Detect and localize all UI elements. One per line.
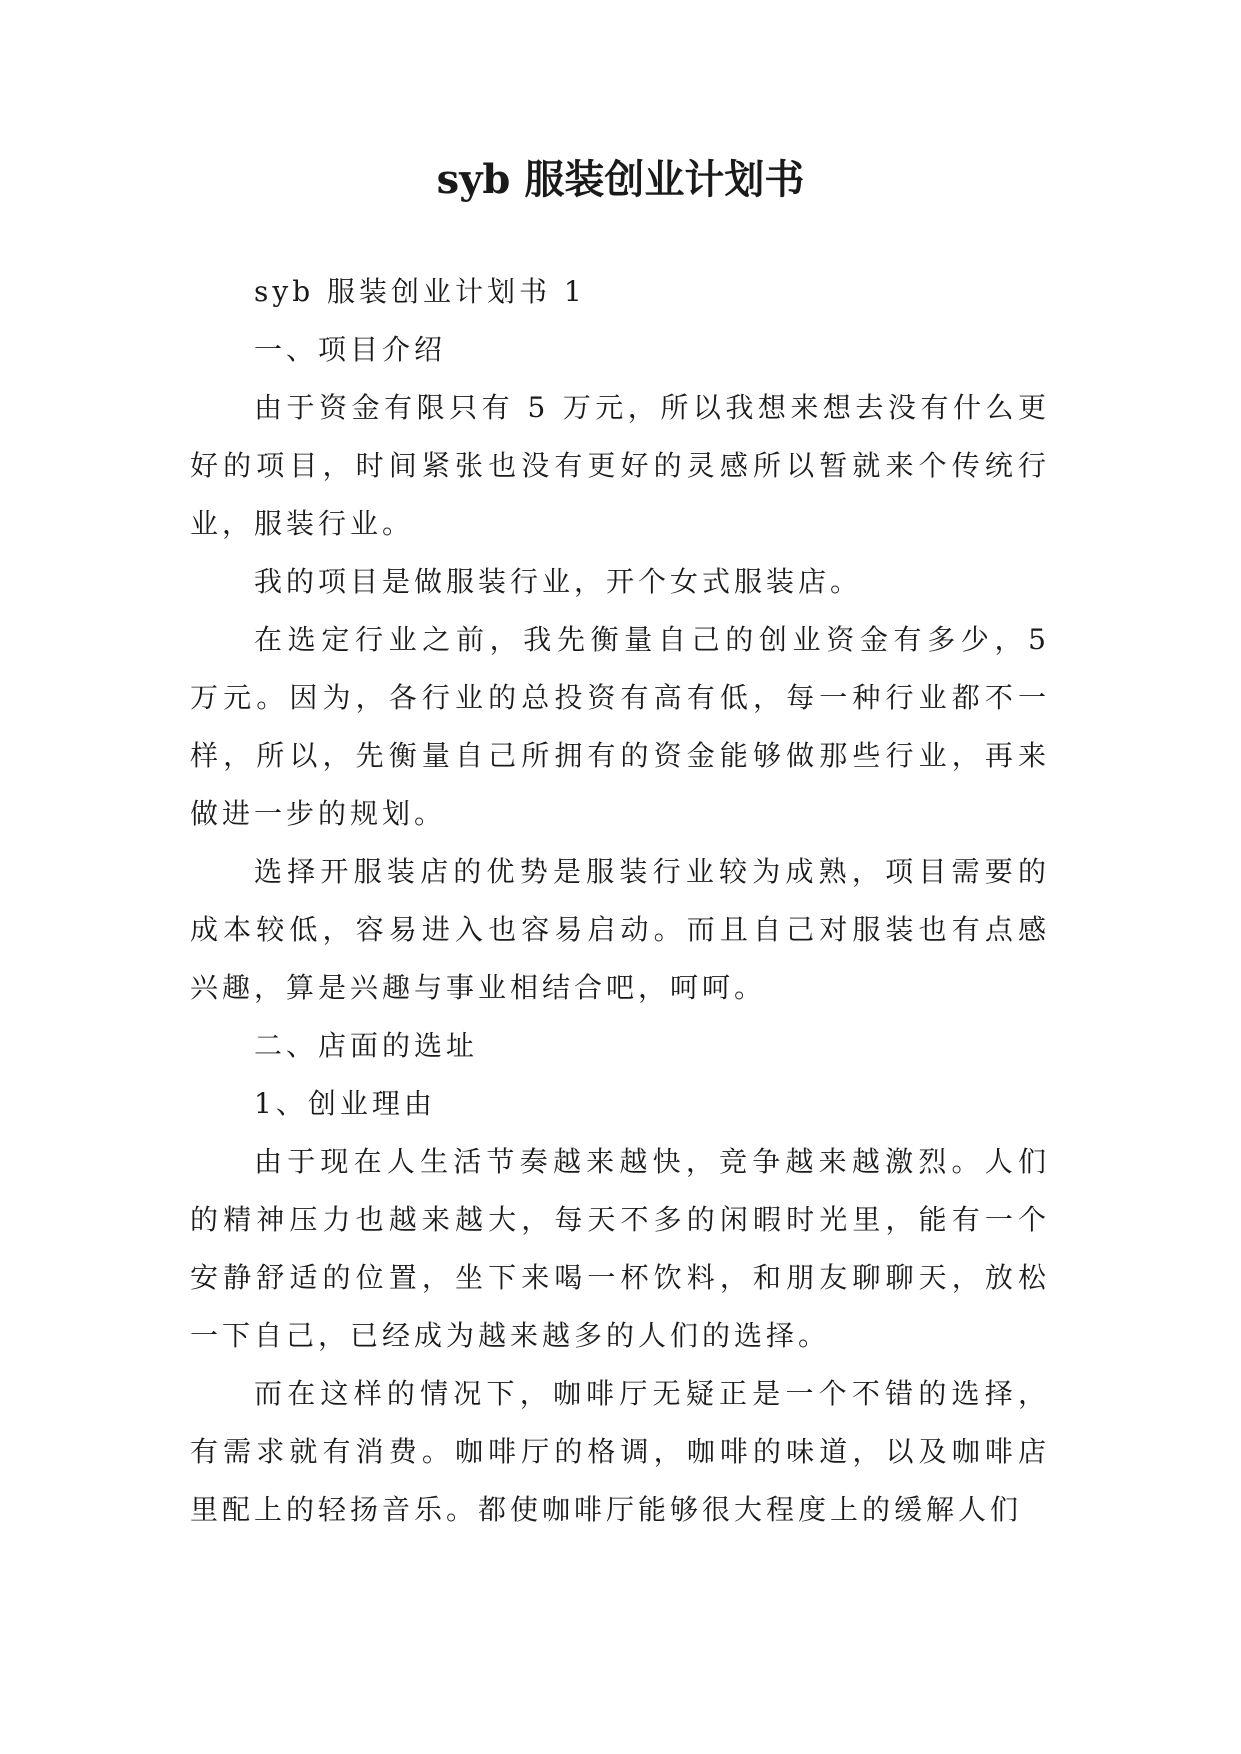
section-heading: syb 服装创业计划书 1 [254, 275, 586, 308]
document-body [190, 263, 1050, 1539]
paragraph: 我的项目是做服装行业，开个女式服装店。 [254, 565, 863, 598]
section-heading: 一、项目介绍 [254, 333, 447, 366]
section-heading: 二、店面的选址 [254, 1029, 479, 1062]
paragraph: 而在这样的情况下，咖啡厅无疑正是一个不错的选择，有需求就有消费。咖啡厅的格调，咖啡的味道，以及咖啡店里配上的轻扬音乐。都使咖啡厅能够很大程度上的缓解人们 [190, 1377, 1050, 1526]
paragraph: 选择开服装店的优势是服装行业较为成熟，项目需要的成本较低，容易进入也容易启动。而且自己对服装也有点感兴趣，算是兴趣与事业相结合吧，呵呵。 [190, 855, 1050, 1004]
section-heading: 1、创业理由 [254, 1087, 436, 1120]
paragraph: 由于现在人生活节奏越来越快，竞争越来越激烈。人们的精神压力也越来越大，每天不多的闲暇时光里，能有一个安静舒适的位置，坐下来喝一杯饮料，和朋友聊聊天，放松一下自己，已经成为越来越多的人们的选择。 [190, 1145, 1050, 1352]
paragraph: 由于资金有限只有 5 万元，所以我想来想去没有什么更好的项目，时间紧张也没有更好的灵感所以暂就来个传统行业，服装行业。 [190, 391, 1050, 540]
document-title: syb 服装创业计划书 [436, 156, 805, 203]
paragraph: 在选定行业之前，我先衡量自己的创业资金有多少，5 万元。因为，各行业的总投资有高有低，每一种行业都不一样，所以，先衡量自己所拥有的资金能够做那些行业，再来做进一步的规划。 [190, 623, 1050, 830]
